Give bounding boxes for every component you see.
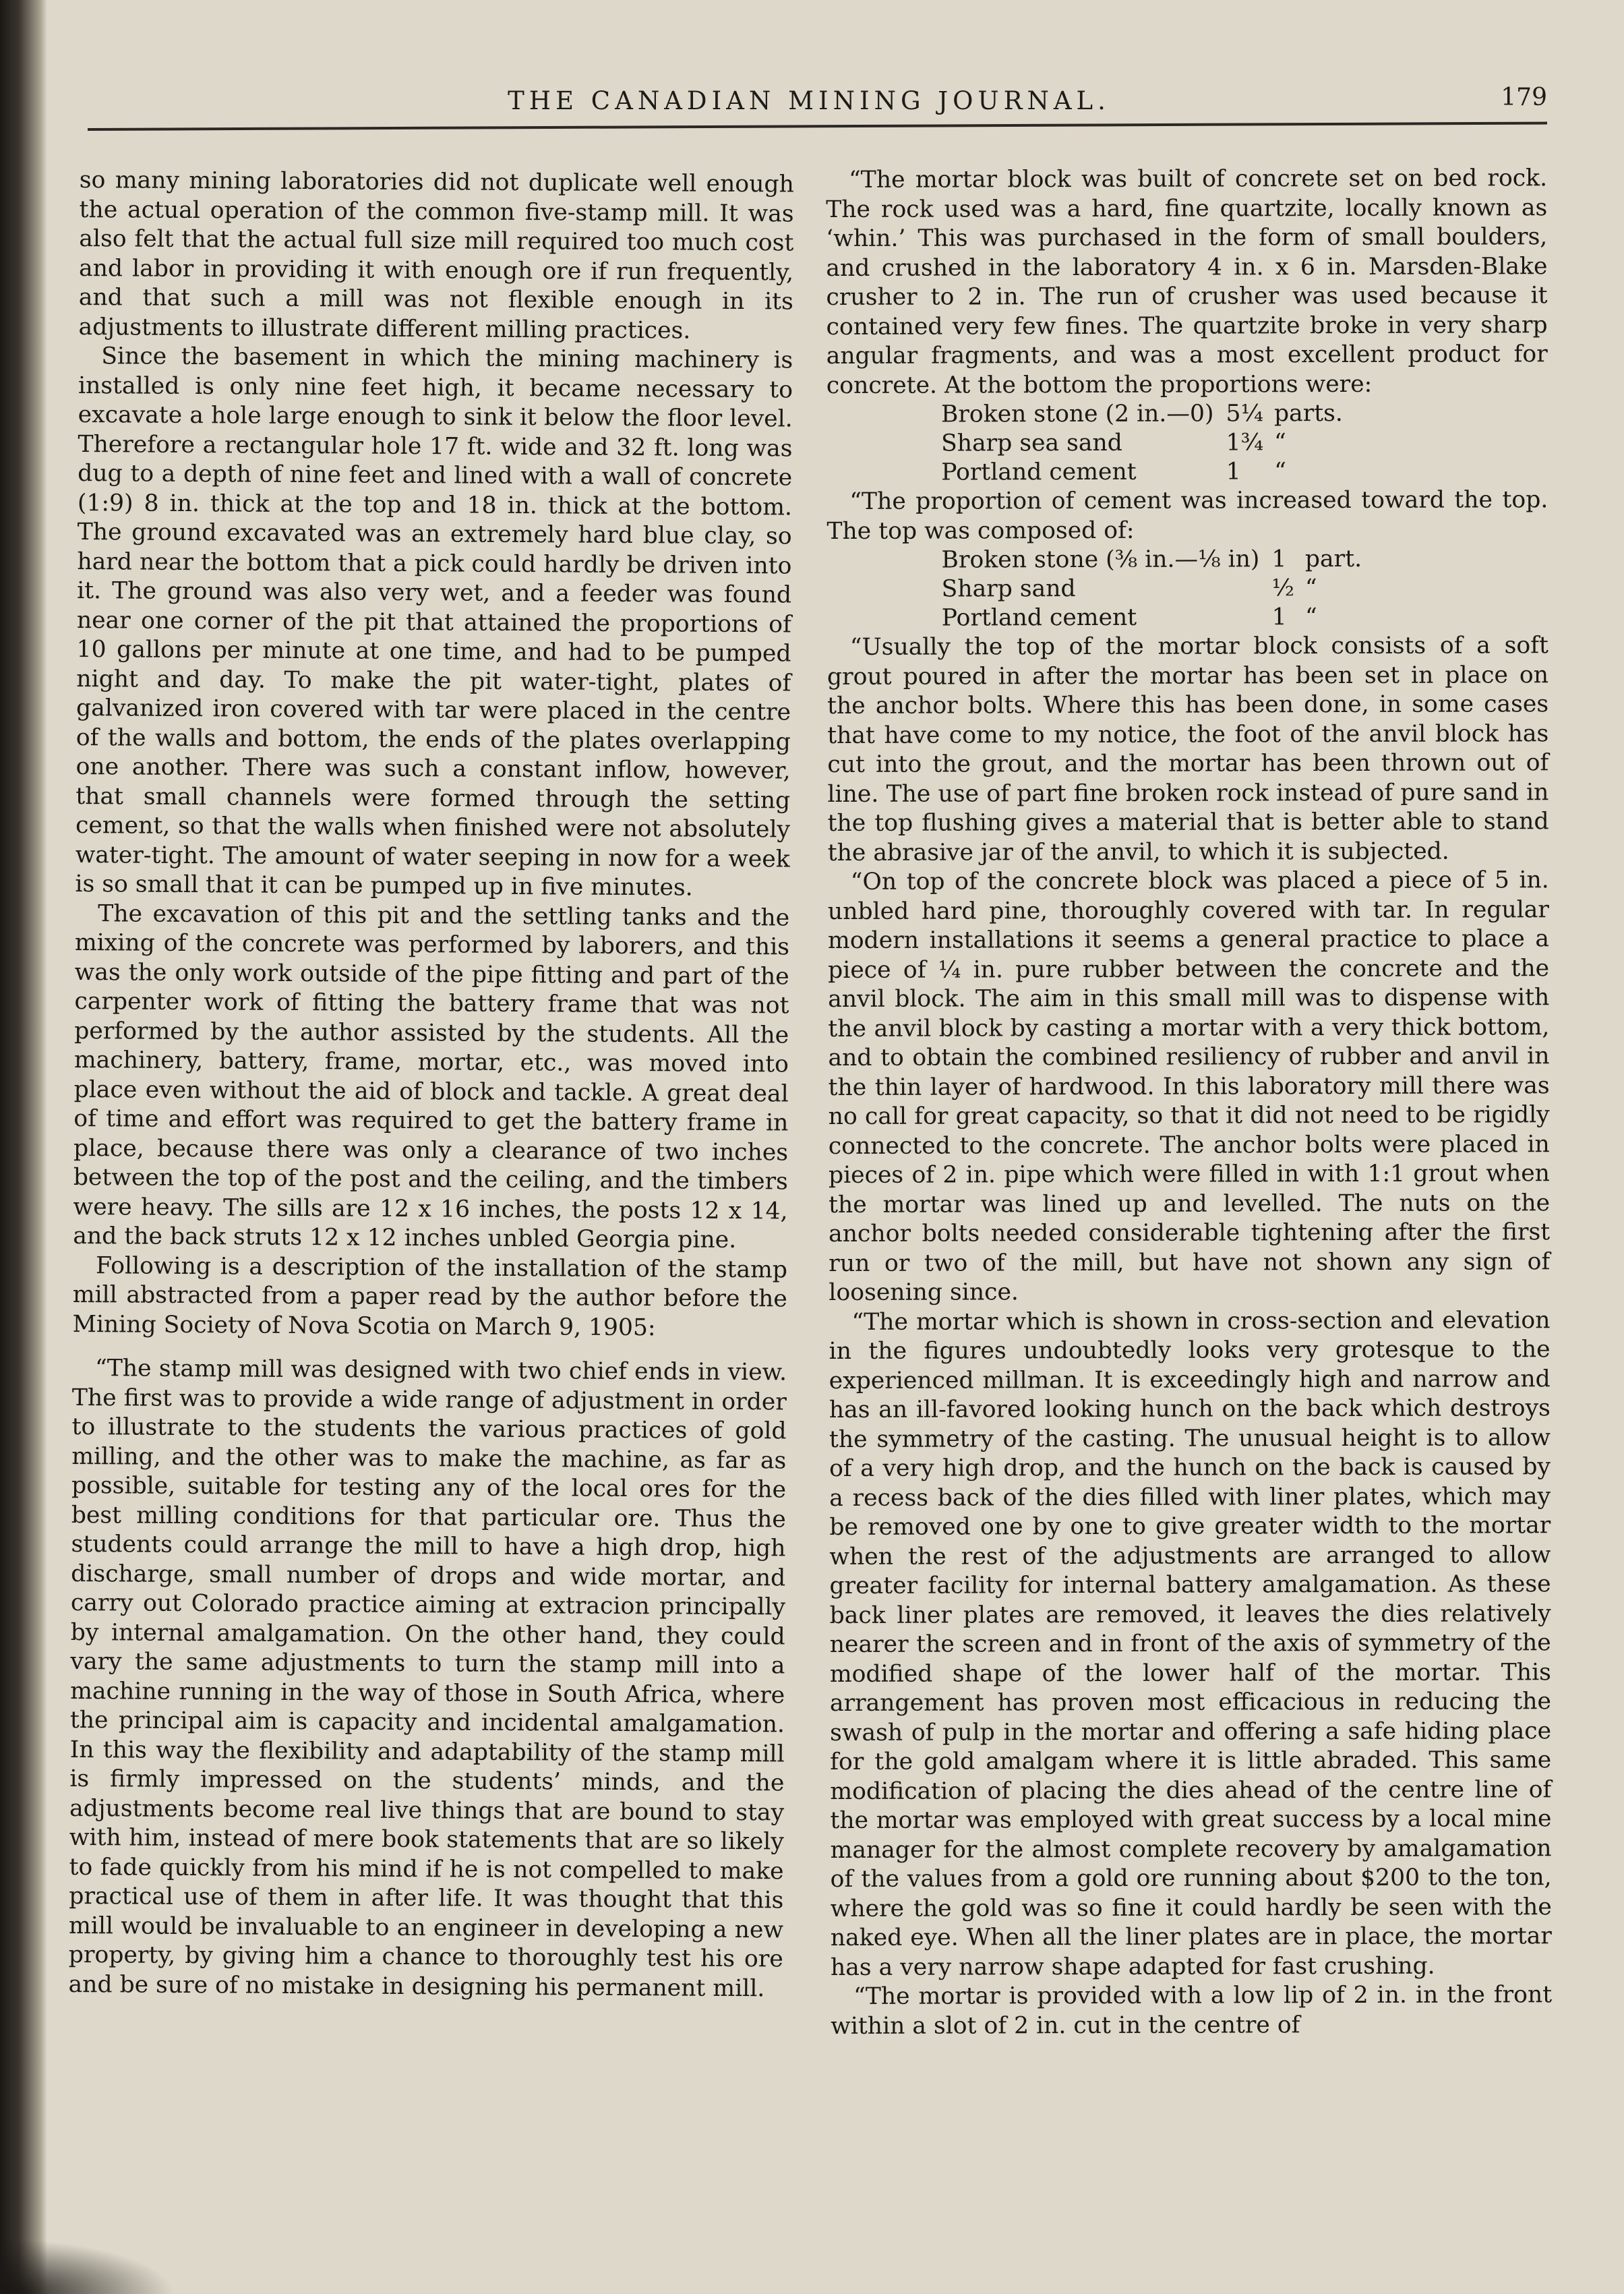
unit-cell: part.	[1304, 545, 1362, 573]
paragraph: The excavation of this pit and the settling tanks and the mixing of the concrete was performed by laborers, and this was the only work outside of the pipe fitting and part of the carpenter work of fitting the battery frame that was not performed by the author assisted by the students. All the machinery, battery, frame, mortar, etc., was moved into place even without the aid of block and tackle. A great deal of time and effort was required to get the battery frame in place, because there was only a clearance of two inches between the top of the post and the ceiling, and the timbers were heavy. The sills are 12 x 16 inches, the posts 12 x 14, and the back struts 12 x 12 inches unbled Georgia pine.	[73, 900, 790, 1254]
table-row	[941, 428, 1355, 459]
proportions-table-top	[941, 545, 1374, 633]
paragraph: so many mining laboratories did not duplicate well enough the actual operation of the common five-stamp mill. It was also felt that the actual full size mill required too much cost and labor in providing it with enough ore if run frequently, and that such a mill was not flexible enough in its adjustments to illustrate different milling practices.	[78, 166, 794, 345]
table-row	[941, 399, 1355, 430]
material-cell: Sharp sand	[941, 575, 1076, 603]
left-column	[68, 166, 794, 2003]
table-row	[941, 457, 1355, 488]
quoted-paragraph: “Usually the top of the mortar block consists of a soft grout poured in after the mortar has been set in place on the anchor bolts. Where this has been done, in some cases that have come to my notice, the foot of the anvil block has cut into the grout, and the mortar has been thrown out of line. The use of part fine broken rock instead of pure sand in the top flushing gives a material that is better able to stand the abrasive jar of the anvil, to which it is subjected.	[826, 632, 1549, 866]
quantity-cell: 5¼	[1226, 400, 1264, 428]
quoted-paragraph: “The mortar is provided with a low lip of 2 in. in the front within a slot of 2 in. cut in the centre of	[831, 1981, 1553, 2040]
unit-cell: “	[1305, 604, 1317, 631]
quoted-paragraph: “The proportion of cement was increased toward the top. The top was composed of:	[826, 486, 1548, 545]
header-rule	[88, 122, 1547, 131]
right-column	[826, 164, 1552, 2041]
page-corner-shadow	[0, 2239, 175, 2294]
quoted-paragraph: “On top of the concrete block was placed a piece of 5 in. unbled hard pine, thoroughly covered with tar. In regular modern installations it seems a general practice to place a piece of ¼ in. pure rubber between the concrete and the anvil block. The aim in this small mill was to dispense with the anvil block by casting a mortar with a very thick bottom, and to obtain the combined resiliency of rubber and anvil in the thin layer of hardwood. In this laboratory mill there was no call for great capacity, so that it did not need to be rigidly connected to the concrete. The anchor bolts were placed in pieces of 2 in. pipe which were filled in with 1:1 grout when the mortar was lined up and levelled. The nuts on the anchor bolts needed considerable tightening after the first run or two of the mill, but have not shown any sign of loosening since.	[827, 866, 1551, 1306]
material-cell: Broken stone (2 in.—0)	[940, 400, 1214, 428]
quantity-cell: 1	[1271, 604, 1287, 631]
binding-gutter-shadow	[0, 0, 47, 2294]
paragraph: Following is a description of the installation of the stamp mill abstracted from a paper read by the author before the Mining Society of Nova Scotia on March 9, 1905:	[72, 1252, 788, 1341]
unit-cell: “	[1274, 429, 1286, 457]
running-head: THE CANADIAN MINING JOURNAL.	[508, 86, 1110, 115]
material-cell: Sharp sea sand	[941, 429, 1122, 457]
table-row	[942, 574, 1375, 604]
page-number: 179	[1501, 84, 1547, 111]
quoted-paragraph: “The mortar which is shown in cross-section and elevation in the figures undoubtedly looks very grotesque to the experienced millman. It is exceedingly high and narrow and has an ill-favored looking hunch on the back which destroys the symmetry of the casting. The unusual height is to allow of a very high drop, and the hunch on the back is caused by a recess back of the dies filled with liner plates, which may be removed one by one to give greater width to the mortar when the rest of the adjustments are arranged to allow greater facility for internal battery amalgamation. As these back liner plates are removed, it leaves the dies relatively nearer the screen and in front of the axis of symmetry of the modified shape of the lower half of the mortar. This arrangement has proven most efficacious in reducing the swash of pulp in the mortar and offering a safe hiding place for the gold amalgam where it is little abraded. This same modification of placing the dies ahead of the centre line of the mortar was employed with great success by a local mine manager for the almost complete recovery by amalgamation of the values from a gold ore running about $200 to the ton, where the gold was so fine it could hardly be seen with the naked eye. When all the liner plates are in place, the mortar has a very narrow shape adapted for fast crushing.	[829, 1306, 1552, 1981]
proportions-table-bottom	[941, 399, 1355, 488]
quoted-paragraph: “The mortar block was built of concrete set on bed rock. The rock used was a hard, fine quartzite, locally known as ‘whin.’ This was purchased in the form of small boulders, and crushed in the laboratory 4 in. x 6 in. Marsden-Blake crusher to 2 in. The run of crusher was used because it contained very few fines. The quartzite broke in very sharp angular fragments, and was a most excellent product for concrete. At the bottom the proportions were:	[826, 165, 1548, 399]
material-cell: Portland cement	[941, 458, 1137, 486]
quantity-cell: ½	[1271, 575, 1295, 602]
table-row	[942, 603, 1375, 633]
quantity-cell: 1	[1271, 546, 1287, 573]
material-cell: Broken stone (⅜ in.—⅛ in)	[941, 546, 1260, 574]
unit-cell: “	[1304, 575, 1317, 602]
quantity-cell: 1	[1226, 458, 1241, 486]
quantity-cell: 1¾	[1226, 429, 1264, 457]
quoted-paragraph: “The stamp mill was designed with two chief ends in view. The first was to provide a wide range of adjustment in order to illustrate to the students the various practices of gold milling, and the other was to make the machine, as far as possible, suitable for testing any of the local ores for the best milling conditions for that particular ore. Thus the students could arrange the mill to have a high drop, high discharge, small number of drops and wide mortar, and carry out Colorado practice aiming at extracion principally by internal amalgamation. On the other hand, they could vary the same adjustments to turn the stamp mill into a machine running in the way of those in South Africa, where the principal aim is capacity and incidental amalgamation. In this way the flexibility and adaptability of the stamp mill is firmly impressed on the students’ minds, and the adjustments become real live things that are bound to stay with him, instead of mere book statements that are so likely to fade quickly from his mind if he is not compelled to make practical use of them in after life. It was thought that this mill would be invaluable to an engineer in developing a new property, by giving him a chance to thoroughly test his ore and be sure of no mistake in designing his permanent mill.	[68, 1355, 787, 2002]
paragraph: Since the basement in which the mining machinery is installed is only nine feet high, it became necessary to excavate a hole large enough to sink it below the floor level. Therefore a rectangular hole 17 ft. wide and 32 ft. long was dug to a depth of nine feet and lined with a wall of concrete (1:9) 8 in. thick at the top and 18 in. thick at the bottom. The ground excavated was an extremely hard blue clay, so hard near the bottom that a pick could hardly be driven into it. The ground was also very wet, and a feeder was found near one corner of the pit that attained the proportions of 10 gallons per minute at one time, and had to be pumped night and day. To make the pit water-tight, plates of galvanized iron covered with tar were placed in the centre of the walls and bottom, the ends of the plates overlapping one another. There was such a constant inflow, however, that small channels were formed through the setting cement, so that the walls when finished were not absolutely water-tight. The amount of water seeping in now for a week is so small that it can be pumped up in five minutes.	[75, 343, 793, 902]
unit-cell: parts.	[1273, 399, 1343, 428]
table-row	[941, 545, 1374, 575]
material-cell: Portland cement	[941, 604, 1137, 632]
unit-cell: “	[1274, 458, 1286, 486]
